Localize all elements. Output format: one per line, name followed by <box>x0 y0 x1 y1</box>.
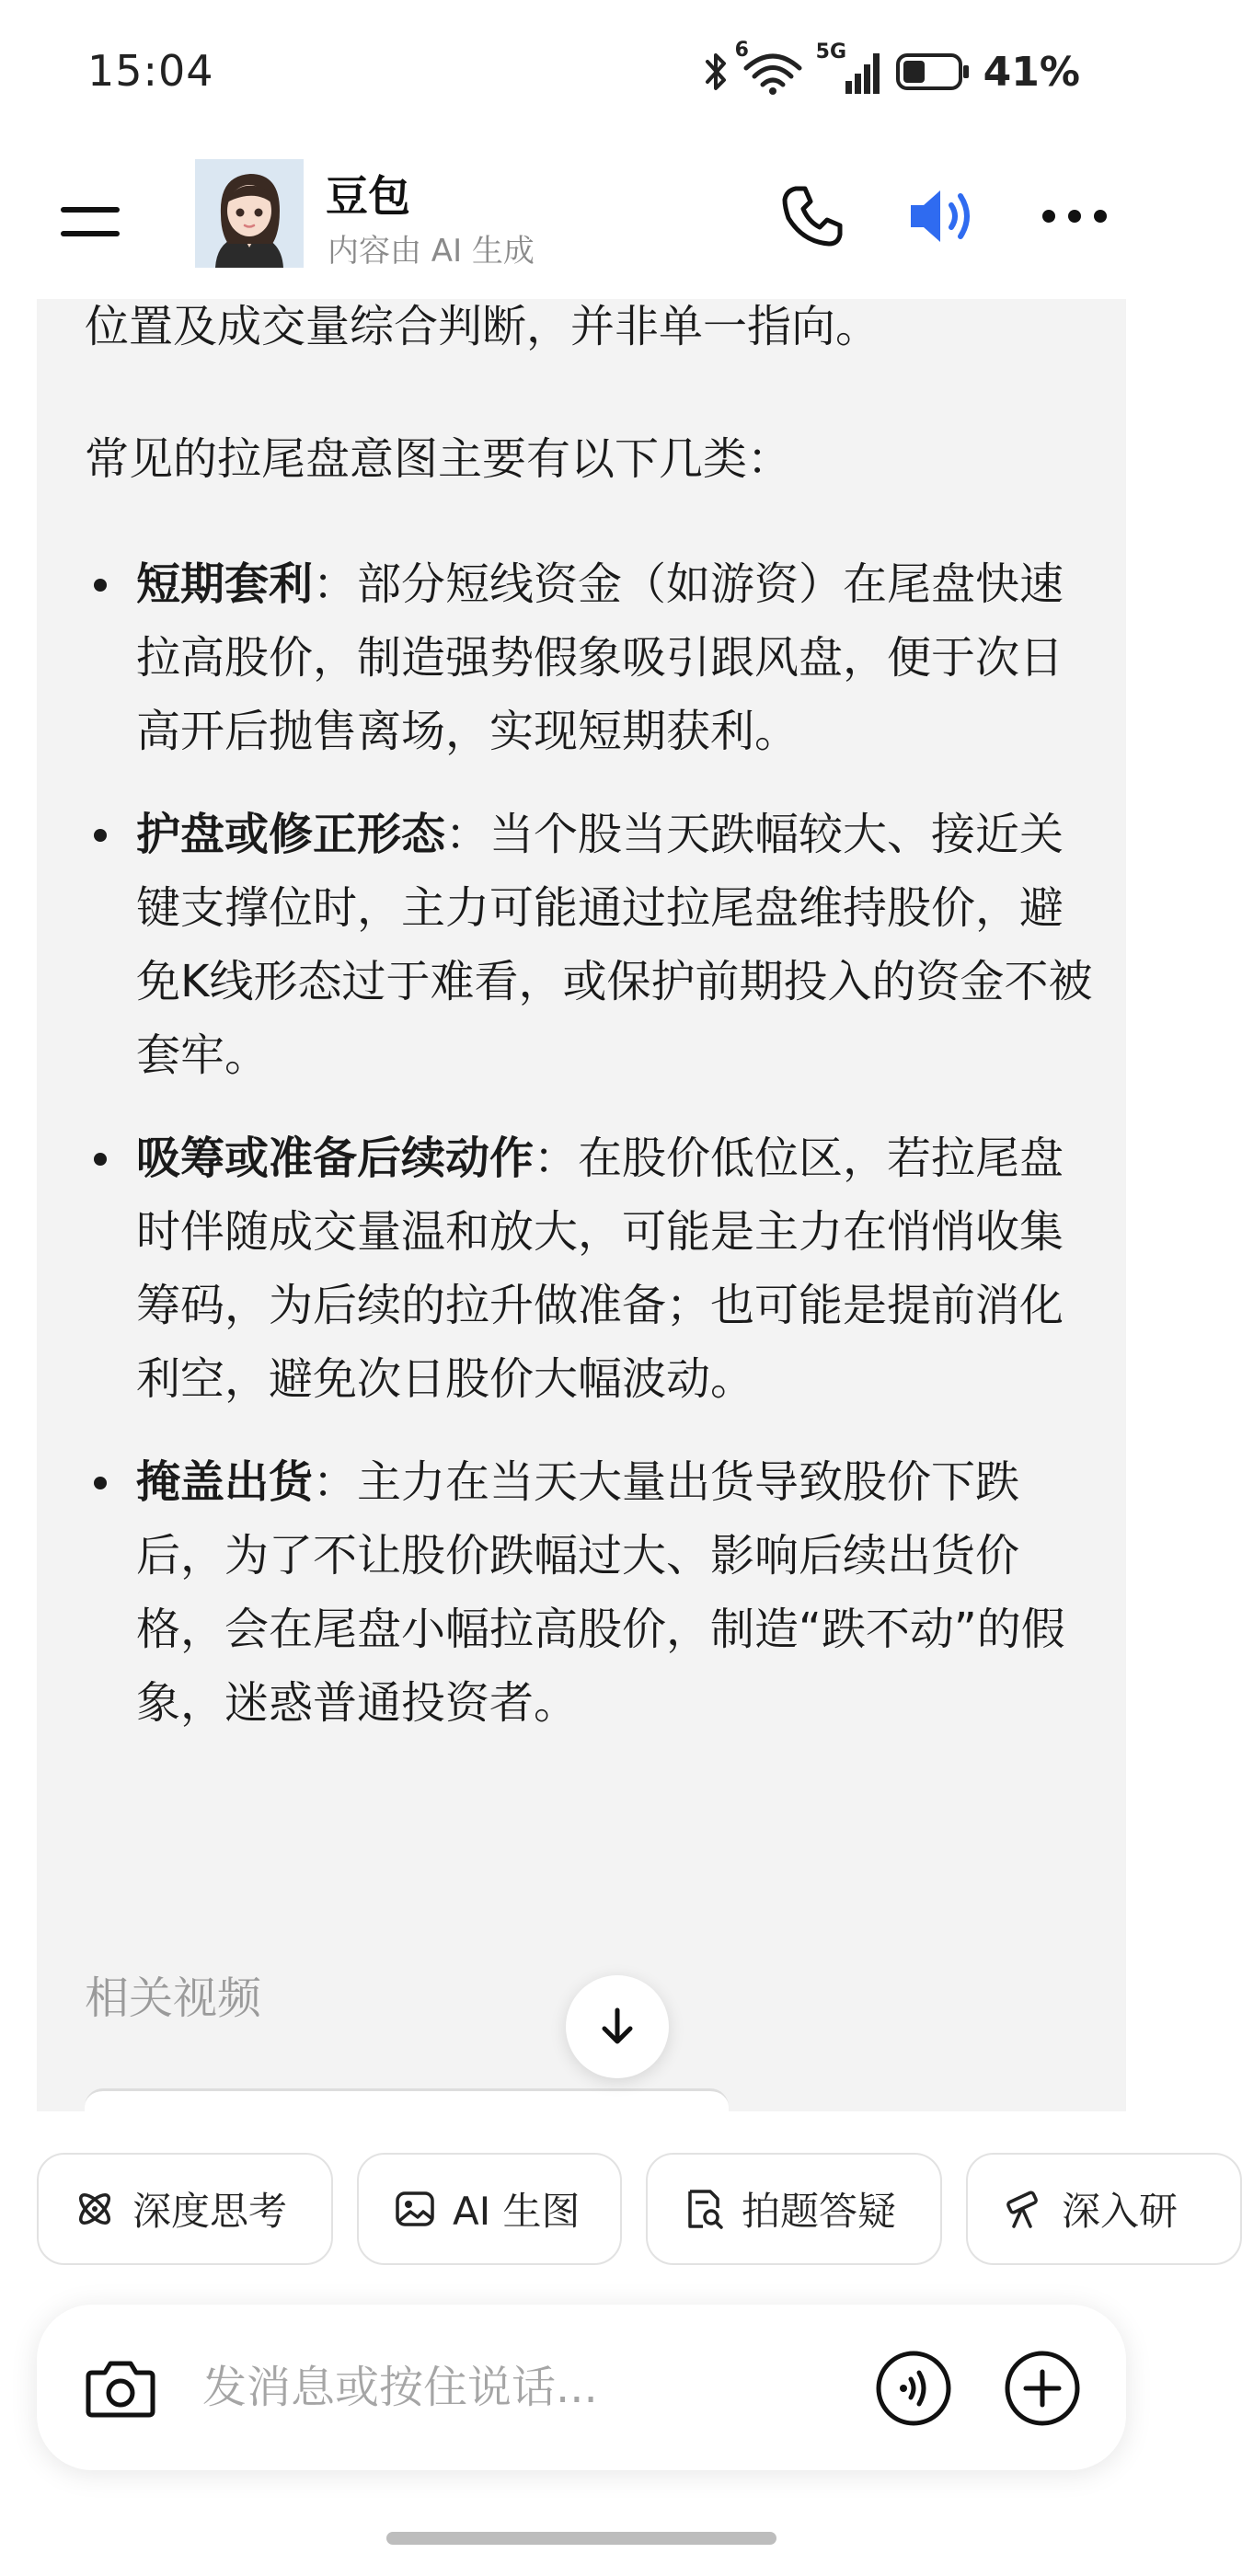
phone-icon[interactable] <box>777 181 847 251</box>
list-item <box>85 1445 1106 1740</box>
list-item-title: 短期套利 <box>136 558 314 610</box>
battery-percent: 41% <box>983 48 1080 96</box>
chip-deep-research[interactable] <box>966 2153 1242 2265</box>
status-icons <box>702 39 1080 99</box>
intent-list <box>85 547 1106 1769</box>
list-item-text: ：部分短线资金（如游资）在尾盘快速拉高股价，制造强势假象吸引跟风盘，便于次日高开后抛售离场，实现短期获利。 <box>136 558 1064 757</box>
related-videos-title: 相关视频 <box>85 1972 262 2024</box>
atom-icon <box>74 2188 116 2230</box>
wifi-icon <box>734 39 803 96</box>
message-paragraph: 位置及成交量综合判断，并非单一指向。 <box>85 301 880 352</box>
camera-icon[interactable] <box>83 2351 158 2426</box>
image-icon <box>394 2188 436 2230</box>
message-input-bar <box>37 2305 1126 2470</box>
message-lead: 常见的拉尾盘意图主要有以下几类： <box>85 433 792 485</box>
scroll-to-bottom-button[interactable] <box>566 1975 669 2078</box>
wifi-badge: 6 <box>734 39 749 62</box>
list-item-text: ：主力在当天大量出货导致股价下跌后，为了不让股价跌幅过大、影响后续出货价格，会在尾盘小幅拉高股价，制造“跌不动”的假象，迷惑普通投资者。 <box>136 1456 1065 1729</box>
related-video-thumbnail[interactable] <box>85 2088 729 2144</box>
list-item-text: ：当个股当天跌幅较大、接近关键支撑位时，主力可能通过拉尾盘维持股价，避免K线形态过于难看，或保护前期投入的资金不被套牢。 <box>136 809 1093 1081</box>
chip-label: 深入研 <box>1062 2189 1179 2234</box>
chip-label: AI 生图 <box>453 2189 581 2234</box>
scan-question-icon <box>683 2188 725 2230</box>
list-item <box>85 1121 1106 1416</box>
battery-icon <box>895 52 971 92</box>
menu-icon[interactable] <box>57 189 123 255</box>
bot-name: 豆包 <box>326 171 410 221</box>
chip-ai-image[interactable] <box>357 2153 622 2265</box>
signal-icon <box>815 40 882 96</box>
voice-wave-icon[interactable] <box>874 2349 953 2428</box>
status-bar <box>0 0 1163 147</box>
telescope-icon <box>1003 2188 1045 2230</box>
status-time: 15:04 <box>87 46 214 96</box>
plus-icon[interactable] <box>1003 2349 1082 2428</box>
avatar[interactable] <box>195 159 304 268</box>
chip-label: 拍题答疑 <box>742 2189 897 2234</box>
list-item-title: 护盘或修正形态 <box>136 809 446 860</box>
quick-action-bar <box>37 2153 1179 2267</box>
message-input[interactable] <box>202 2341 865 2433</box>
chip-deep-think[interactable] <box>37 2153 333 2265</box>
ai-generated-note: 内容由 AI 生成 <box>328 233 535 270</box>
more-icon[interactable] <box>1040 189 1110 244</box>
list-item <box>85 798 1106 1092</box>
list-item-title: 吸筹或准备后续动作 <box>136 1133 535 1184</box>
chat-header <box>0 152 1163 299</box>
bluetooth-icon <box>702 49 730 95</box>
list-item-title: 掩盖出货 <box>136 1456 314 1508</box>
chip-label: 深度思考 <box>132 2189 288 2234</box>
network-label: 5G <box>815 40 847 63</box>
list-item-text: ：在股价低位区，若拉尾盘时伴随成交量温和放大，可能是主力在悄悄收集筹码，为后续的拉升做准备；也可能是提前消化利空，避免次日股价大幅波动。 <box>136 1133 1064 1405</box>
home-indicator[interactable] <box>386 2532 776 2545</box>
arrow-down-icon <box>595 2005 639 2049</box>
speaker-icon[interactable] <box>903 179 977 253</box>
list-item <box>85 547 1106 768</box>
chip-photo-question[interactable] <box>646 2153 942 2265</box>
assistant-message <box>37 299 1126 2111</box>
